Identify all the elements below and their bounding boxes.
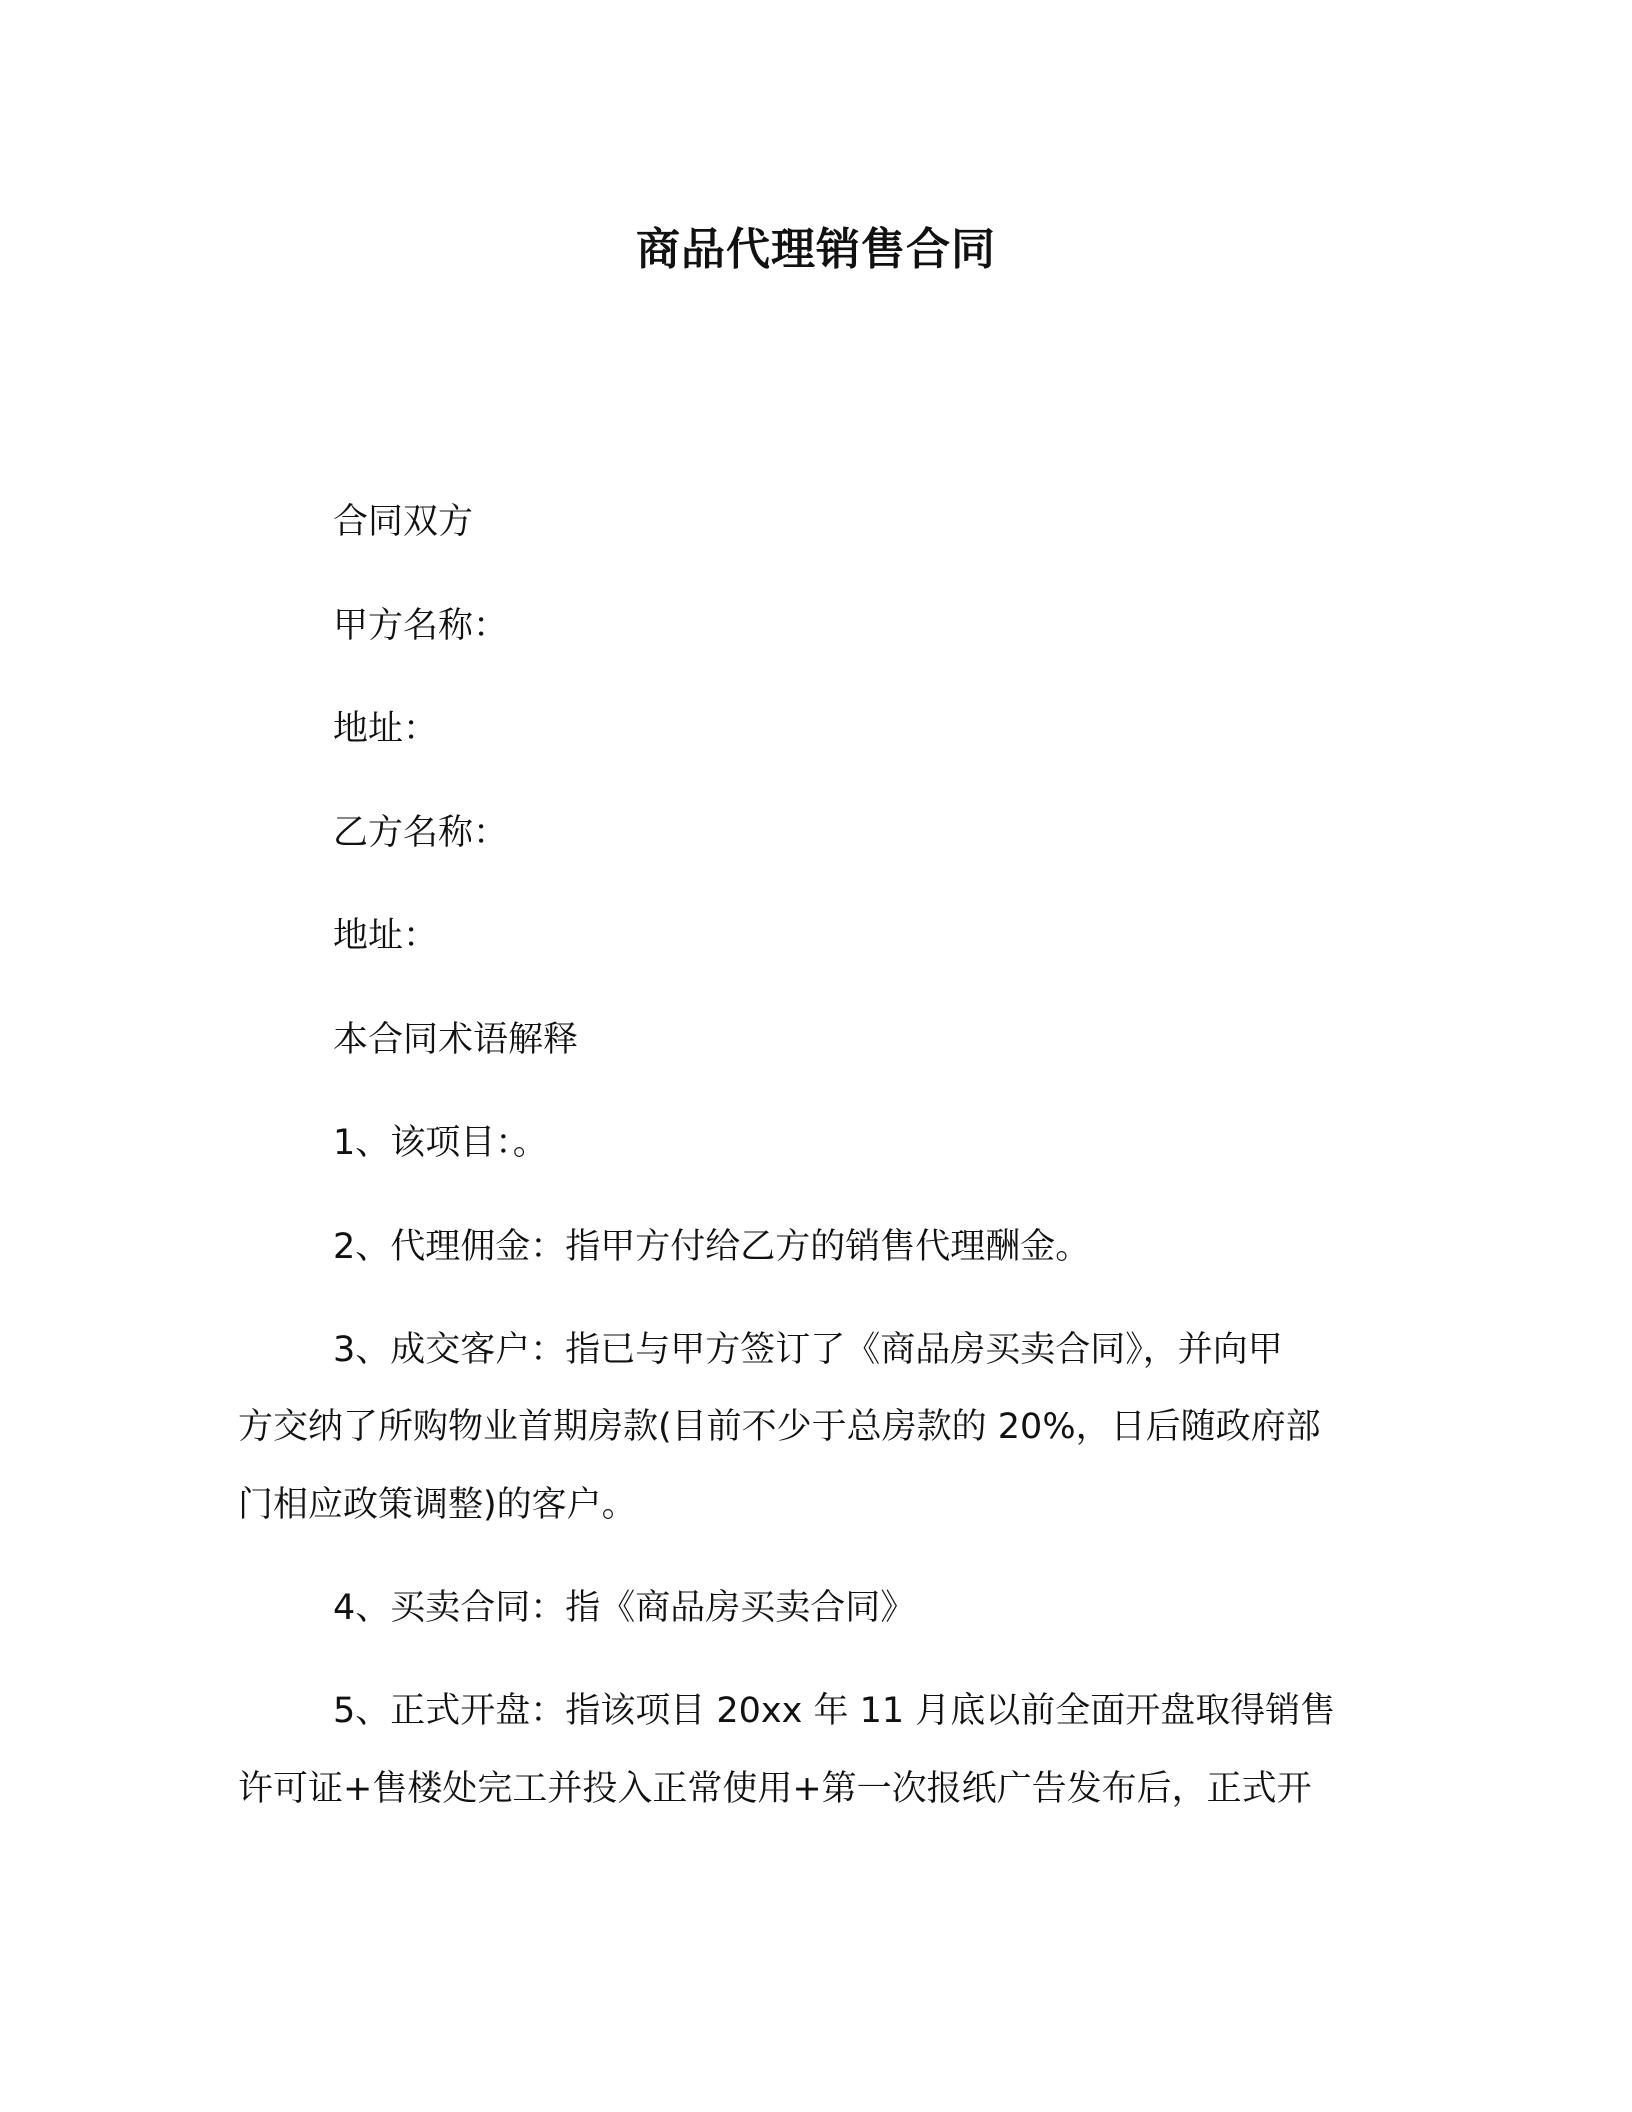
party-b-address-label: 地址： (333, 916, 439, 956)
parties-heading: 合同双方 (333, 502, 474, 542)
terms-heading: 本合同术语解释 (333, 1020, 579, 1060)
party-a-address-label: 地址： (333, 709, 439, 749)
clause-4-line-1: 4、买卖合同：指《商品房买卖合同》 (333, 1588, 916, 1628)
party-b-name-label: 乙方名称： (333, 813, 509, 853)
clause-5-line-1: 5、正式开盘：指该项目 20xx 年 11 月底以前全面开盘取得销售 (333, 1691, 1336, 1731)
clause-3-line-2: 方交纳了所购物业首期房款(目前不少于总房款的 20%，日后随政府部 (238, 1407, 1321, 1447)
clause-2-line-1: 2、代理佣金：指甲方付给乙方的销售代理酬金。 (333, 1227, 1091, 1267)
party-a-name-label: 甲方名称： (333, 606, 509, 646)
clause-3-line-3: 门相应政策调整)的客户。 (238, 1485, 637, 1525)
document-title: 商品代理销售合同 (636, 224, 996, 275)
clause-5-line-2: 许可证+售楼处完工并投入正常使用+第一次报纸广告发布后，正式开 (238, 1769, 1312, 1809)
clause-3-line-1: 3、成交客户：指已与甲方签订了《商品房买卖合同》，并向甲 (333, 1330, 1283, 1370)
clause-1-line-1: 1、该项目：。 (333, 1123, 548, 1163)
